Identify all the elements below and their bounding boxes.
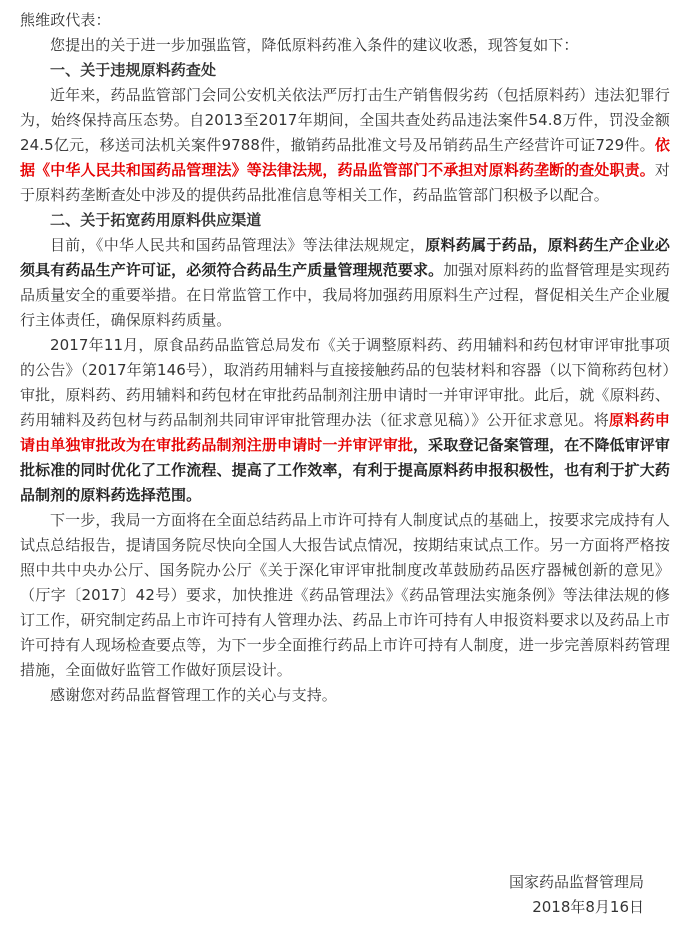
intro-paragraph: 您提出的关于进一步加强监管，降低原料药准入条件的建议收悉，现答复如下： [50,36,579,54]
section-2-p2-text: 2017年11月，原食品药品监管总局发布《关于调整原料药、药用辅料和药包材审评审批事项的公告》（2017年第146号），取消药用辅料与直接接触药品的包装材料和容器（以下简称药包材）审批，原料药、药用辅料和药包材在审批药品制剂注册申请时一并审评审批。此后，就《原料药、药用辅料及药包材与药品制剂共同审评审批管理办法（征求意见稿）》公开征求意见。将 [20,336,670,429]
section-2-paragraph-1 [20,233,670,333]
closing-paragraph: 感谢您对药品监督管理工作的关心与支持。 [50,686,337,704]
section-1-heading: 一、关于违规原料药查处 [50,61,217,79]
section-2-paragraph-2 [20,333,670,508]
signature-block [509,870,644,920]
section-2-p1-text: 目前，《中华人民共和国药品管理法》等法律法规规定， [50,236,426,254]
section-2-p2-bold: ，采取登记备案管理，在不降低审评审批标准的同时优化了工作流程、提高了工作效率，有利于提高原料药申报积极性，也有利于扩大药品制剂的原料药选择范围。 [20,436,670,504]
section-2-heading: 二、关于拓宽药用原料供应渠道 [50,211,262,229]
section-2-p2-highlight: 原料药申请由单独审批改为在审批药品制剂注册申请时一并审评审批 [20,411,671,454]
section-1-tail: 对于原料药垄断查处中涉及的提供药品批准信息等相关工作，药品监管部门积极予以配合。 [20,161,670,204]
signature-date: 2018年8月16日 [532,898,644,916]
signature-org: 国家药品监督管理局 [508,873,644,891]
section-1-text: 近年来，药品监管部门会同公安机关依法严厉打击生产销售假劣药（包括原料药）违法犯罪行为，始终保持高压态势。自2013至2017年期间，全国共查处药品违法案件54.8万件，罚没金额24.5亿元，移送司法机关案件9788件，撤销药品批准文号及吊销药品生产经营许可证729件。 [20,86,670,154]
section-2-p1-bold: 原料药属于药品，原料药生产企业必须具有药品生产许可证，必须符合药品生产质量管理规范要求。 [20,236,670,279]
salutation: 熊维政代表： [20,11,111,29]
section-2-paragraph-3: 下一步，我局一方面将在全面总结药品上市许可持有人制度试点的基础上，按要求完成持有人试点总结报告，提请国务院尽快向全国人大报告试点情况，按期结束试点工作。另一方面将严格按照中共中央办公厅、国务院办公厅《关于深化审评审批制度改革鼓励药品医疗器械创新的意见》（厅字〔2017〕42号）要求，加快推进《药品管理法》《药品管理法实施条例》等法律法规的修订工作，研究制定药品上市许可持有人管理办法、药品上市许可持有人申报资料要求以及药品上市许可持有人现场检查要点等，为下一步全面推行药品上市许可持有人制度，进一步完善原料药管理措施，全面做好监管工作做好顶层设计。 [20,511,670,679]
section-1-paragraph [20,83,670,208]
section-2-p1-tail: 加强对原料药的监督管理是实现药品质量安全的重要举措。在日常监管工作中，我局将加强药用原料生产过程，督促相关生产企业履行主体责任，确保原料药质量。 [20,261,670,329]
section-1-highlight: 依据《中华人民共和国药品管理法》等法律法规，药品监管部门不承担对原料药垄断的查处职责。 [20,136,670,179]
